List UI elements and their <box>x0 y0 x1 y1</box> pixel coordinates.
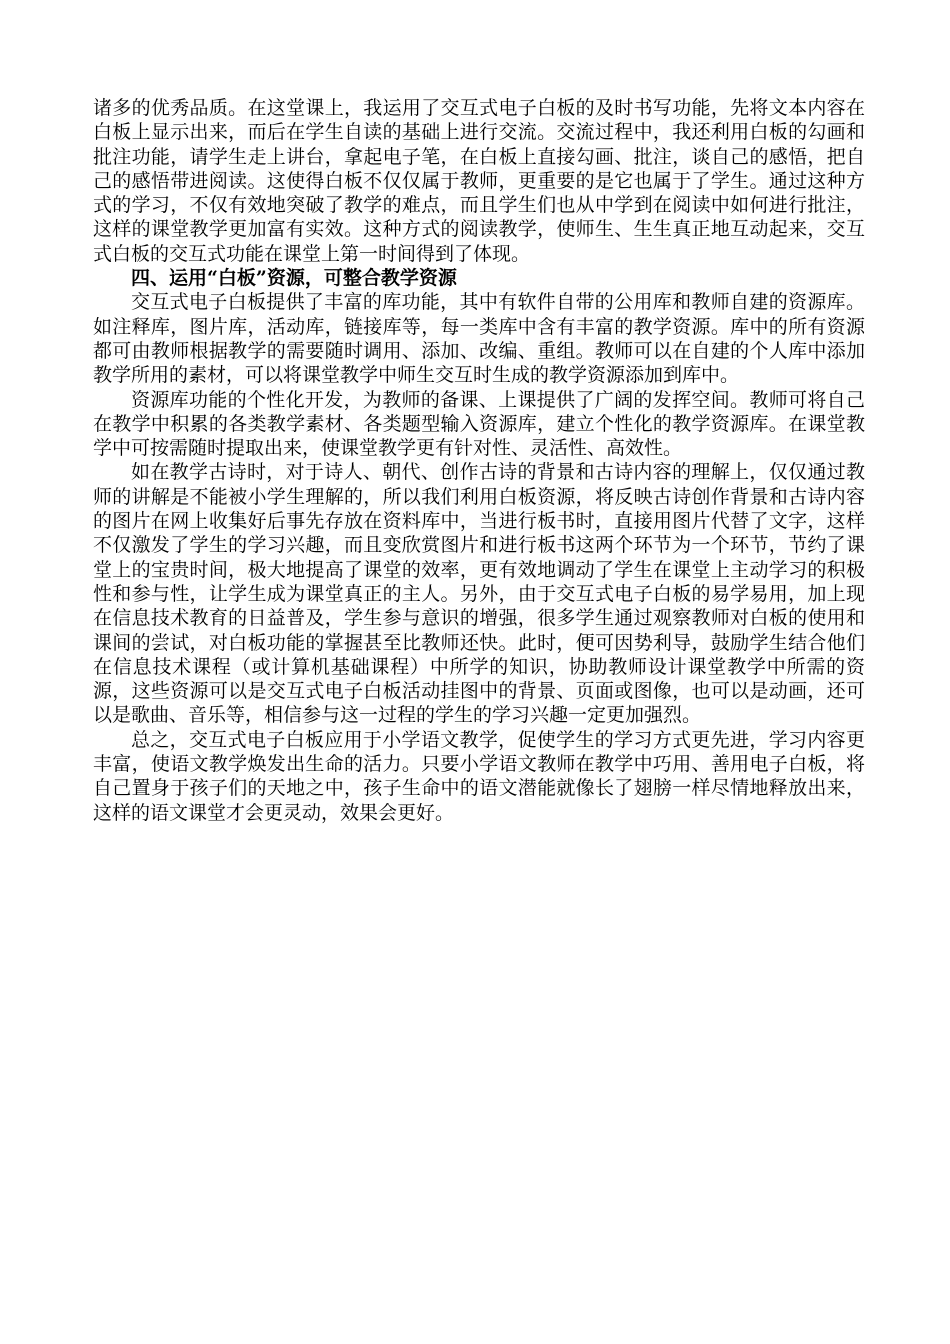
paragraph-personalized-library: 资源库功能的个性化开发，为教师的备课、上课提供了广阔的发挥空间。教师可将自己在教学中积累的各类教学素材、各类题型输入资源库，建立个性化的教学资源库。在课堂教学中可按需随时提取出来，使课堂教学更有针对性、灵活性、高效性。 <box>93 388 865 460</box>
paragraph-conclusion: 总之，交互式电子白板应用于小学语文教学，促使学生的学习方式更先进，学习内容更丰富，使语文教学焕发出生命的活力。只要小学语文教师在教学中巧用、善用电子白板，将自己置身于孩子们的天地之中，孩子生命中的语文潜能就像长了翅膀一样尽情地释放出来，这样的语文课堂才会更灵动，效果会更好。 <box>93 728 865 824</box>
document-page <box>93 96 865 825</box>
paragraph-resource-library: 交互式电子白板提供了丰富的库功能，其中有软件自带的公用库和教师自建的资源库。如注释库，图片库，活动库，链接库等，每一类库中含有丰富的教学资源。库中的所有资源都可由教师根据教学的需要随时调用、添加、改编、重组。教师可以在自建的个人库中添加教学所用的素材，可以将课堂教学中师生交互时生成的教学资源添加到库中。 <box>93 291 865 387</box>
paragraph-ancient-poetry-example: 如在教学古诗时，对于诗人、朝代、创作古诗的背景和古诗内容的理解上，仅仅通过教师的讲解是不能被小学生理解的，所以我们利用白板资源，将反映古诗创作背景和古诗内容的图片在网上收集好后事先存放在资料库中，当进行板书时，直接用图片代替了文字，这样不仅激发了学生的学习兴趣，而且变欣赏图片和进行板书这两个环节为一个环节，节约了课堂上的宝贵时间，极大地提高了课堂的效率，更有效地调动了学生在课堂上主动学习的积极性和参与性，让学生成为课堂真正的主人。另外，由于交互式电子白板的易学易用，加上现在信息技术教育的日益普及，学生参与意识的增强，很多学生通过观察教师对白板的使用和课间的尝试，对白板功能的掌握甚至比教师还快。此时，便可因势利导，鼓励学生结合他们在信息技术课程（或计算机基础课程）中所学的知识，协助教师设计课堂教学中所需的资源，这些资源可以是交互式电子白板活动挂图中的背景、页面或图像，也可以是动画，还可以是歌曲、音乐等，相信参与这一过程的学生的学习兴趣一定更加强烈。 <box>93 461 865 727</box>
section-heading: 四、运用“白板”资源，可整合教学资源 <box>131 267 457 290</box>
paragraph-continuation: 诸多的优秀品质。在这堂课上，我运用了交互式电子白板的及时书写功能，先将文本内容在白板上显示出来，而后在学生自读的基础上进行交流。交流过程中，我还利用白板的勾画和批注功能，请学生走上讲台，拿起电子笔，在白板上直接勾画、批注，谈自己的感悟，把自己的感悟带进阅读。这使得白板不仅仅属于教师，更重要的是它也属于了学生。通过这种方式的学习，不仅有效地突破了教学的难点，而且学生们也从中学到在阅读中如何进行批注，这样的课堂教学更加富有实效。这种方式的阅读教学，使师生、生生真正地互动起来，交互式白板的交互式功能在课堂上第一时间得到了体现。 <box>93 97 865 265</box>
